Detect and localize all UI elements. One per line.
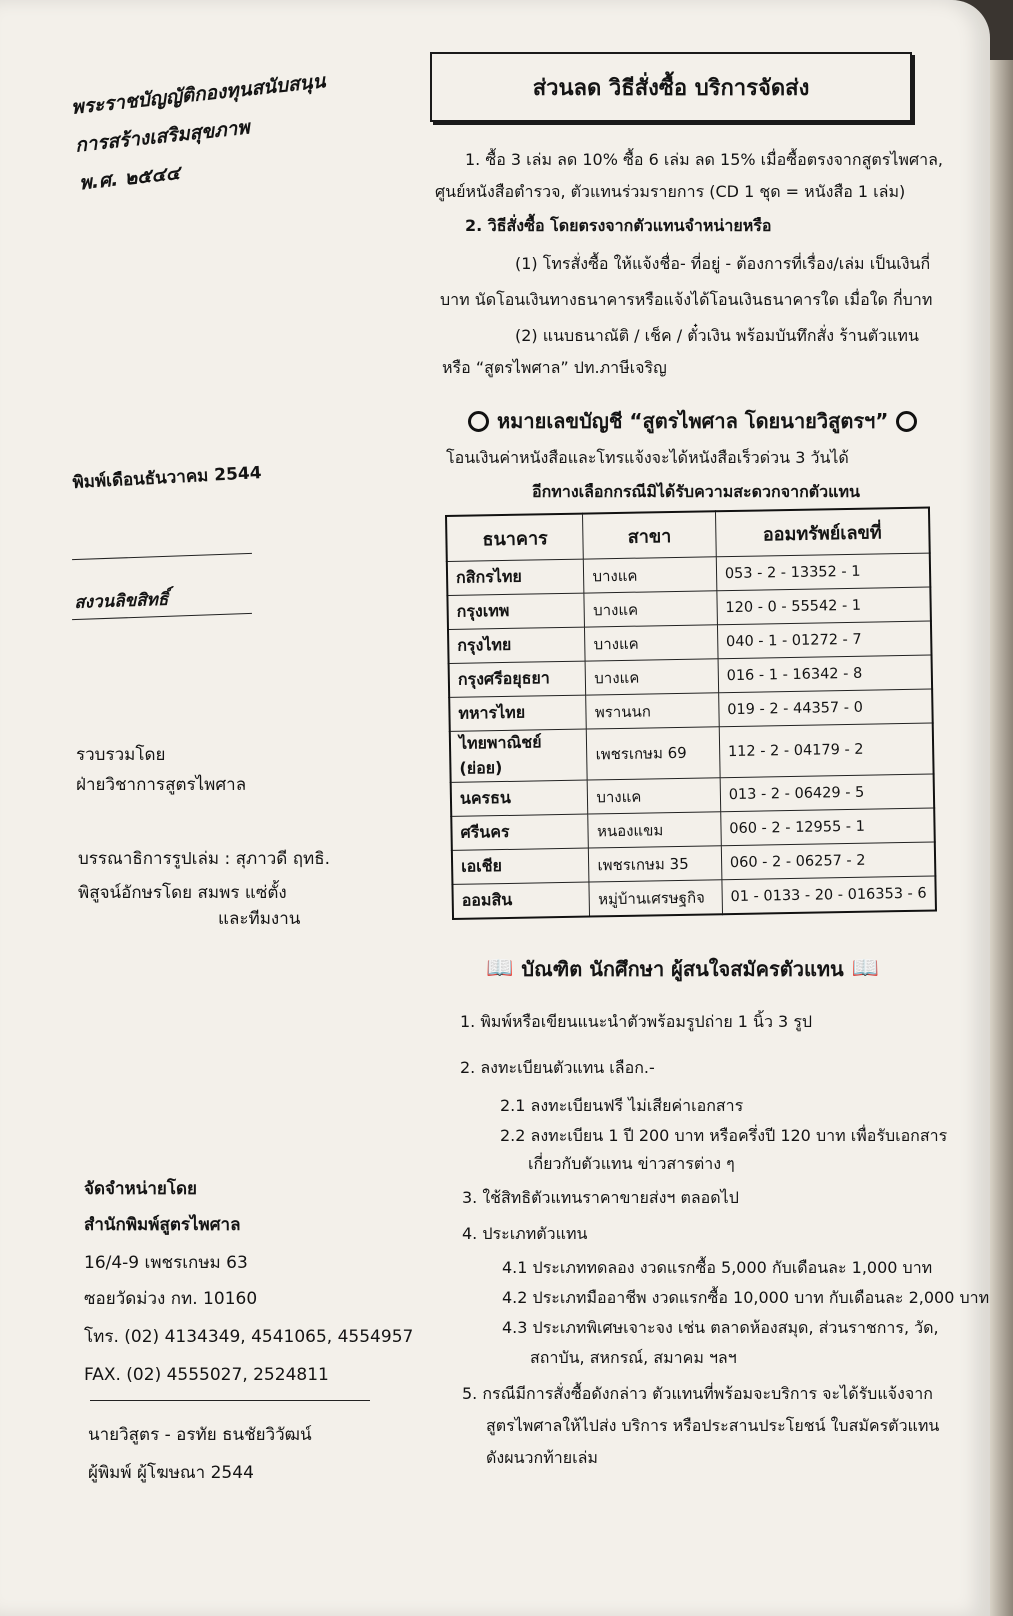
branch-name: บางแค xyxy=(586,659,719,695)
bank-name: กรุงไทย xyxy=(448,627,586,663)
column-header: สาขา xyxy=(583,511,716,559)
account-number: 019 - 2 - 44357 - 0 xyxy=(718,689,932,727)
order-line: หรือ “สูตรไพศาล” ปท.ภาษีเจริญ xyxy=(442,358,667,377)
open-book-icon: 📖 xyxy=(851,956,880,981)
agent-line: 5. กรณีมีการสั่งซื้อดังกล่าว ตัวแทนที่พร้อมจะบริการ จะได้รับแจ้งจาก xyxy=(462,1384,933,1403)
account-number: 040 - 1 - 01272 - 7 xyxy=(717,621,931,659)
bank-name: ไทยพาณิชย์ (ย่อย) xyxy=(450,729,588,782)
copyright-notice: สงวนลิขสิทธิ์ xyxy=(74,589,169,613)
branch-name: บางแค xyxy=(584,591,717,627)
bank-name: ออมสิน xyxy=(452,882,590,919)
account-number: 060 - 2 - 06257 - 2 xyxy=(721,842,935,880)
divider xyxy=(90,1400,370,1401)
account-note: อีกทางเลือกกรณีมิได้รับความสะดวกจากตัวแทน xyxy=(532,482,860,501)
branch-name: พรานนก xyxy=(586,693,719,729)
table-row xyxy=(452,876,936,919)
agent-line: 4.2 ประเภทมืออาชีพ งวดแรกซื้อ 10,000 บาท กับเดือนละ 2,000 บาท xyxy=(502,1288,990,1307)
order-line: (2) แนบธนาณัติ / เช็ค / ตั๋วเงิน พร้อมบันทึกสั่ง ร้านตัวแทน xyxy=(515,326,919,345)
account-heading-text: หมายเลขบัญชี “สูตรไพศาล โดยนายวิสูตรฯ” xyxy=(497,409,889,433)
compiled-by-label: รวบรวมโดย xyxy=(76,745,166,765)
branch-name: บางแค xyxy=(584,557,717,593)
account-number: 120 - 0 - 55542 - 1 xyxy=(717,587,931,625)
branch-name: บางแค xyxy=(588,778,721,814)
title-line: พระราชบัญญัติกองทุนสนับสนุน xyxy=(70,70,327,119)
publisher-name: นายวิสูตร - อรทัย ธนชัยวิวัฒน์ xyxy=(88,1425,312,1445)
account-heading xyxy=(460,408,925,434)
distributor-address: ซอยวัดม่วง กท. 10160 xyxy=(84,1289,258,1309)
bank-name: กสิกรไทย xyxy=(447,559,585,595)
agent-heading xyxy=(478,956,887,982)
branch-name: เพชรเกษม 69 xyxy=(587,727,720,780)
distributor-label: จัดจำหน่ายโดย xyxy=(84,1179,197,1199)
order-line: 2. วิธีสั่งซื้อ โดยตรงจากตัวแทนจำหน่ายหรือ xyxy=(465,216,772,235)
bank-name: กรุงเทพ xyxy=(447,593,585,629)
distributor-fax: FAX. (02) 4555027, 2524811 xyxy=(84,1365,329,1385)
order-line: (1) โทรสั่งซื้อ ให้แจ้งชื่อ- ที่อยู่ - ต้องการที่เรื่อง/เล่ม เป็นเงินกี่ xyxy=(515,254,931,273)
account-number: 060 - 2 - 12955 - 1 xyxy=(721,808,935,846)
account-number: 013 - 2 - 06429 - 5 xyxy=(720,774,934,812)
account-number: 01 - 0133 - 20 - 016353 - 6 xyxy=(722,876,936,914)
order-line: ศูนย์หนังสือตำรวจ, ตัวแทนร่วมรายการ (CD 1 ชุด = หนังสือ 1 เล่ม) xyxy=(435,182,906,201)
print-date: พิมพ์เดือนธันวาคม 2544 xyxy=(72,463,263,493)
circle-bullet-icon xyxy=(468,411,489,432)
branch-name: บางแค xyxy=(585,625,718,661)
bank-name: กรุงศรีอยุธยา xyxy=(449,661,587,697)
agent-line: 3. ใช้สิทธิตัวแทนราคาขายส่งฯ ตลอดไป xyxy=(462,1188,739,1207)
agent-line: สถาบัน, สหกรณ์, สมาคม ฯลฯ xyxy=(530,1348,737,1367)
agent-line: เกี่ยวกับตัวแทน ข่าวสารต่าง ๆ xyxy=(528,1154,735,1173)
bank-name: นครธน xyxy=(451,780,589,816)
title-line: การสร้างเสริมสุขภาพ xyxy=(74,116,251,157)
compiled-by-name: ฝ่ายวิชาการสูตรไพศาล xyxy=(76,775,247,795)
account-number: 053 - 2 - 13352 - 1 xyxy=(716,553,930,591)
proofreader-team: และทีมงาน xyxy=(218,909,301,929)
account-note: โอนเงินค่าหนังสือและโทรแจ้งจะได้หนังสือเร็วด่วน 3 วันได้ xyxy=(446,448,849,467)
agent-line: 2.2 ลงทะเบียน 1 ปี 200 บาท หรือครึ่งปี 120 บาท เพื่อรับเอกสาร xyxy=(500,1126,948,1145)
agent-line: 2.1 ลงทะเบียนฟรี ไม่เสียค่าเอกสาร xyxy=(500,1096,744,1115)
branch-name: หนองแขม xyxy=(588,812,721,848)
agent-heading-text: บัณฑิต นักศึกษา ผู้สนใจสมัครตัวแทน xyxy=(521,957,844,981)
bank-name: ศรีนคร xyxy=(451,814,589,850)
publisher-role: ผู้พิมพ์ ผู้โฆษณา 2544 xyxy=(88,1463,254,1483)
distributor-address: 16/4-9 เพชรเกษม 63 xyxy=(84,1253,248,1273)
table-row xyxy=(450,723,934,782)
order-line: บาท นัดโอนเงินทางธนาคารหรือแจ้งได้โอนเงินธนาคารใด เมื่อใด กี่บาท xyxy=(440,290,933,309)
agent-line: สูตรไพศาลให้ไปส่ง บริการ หรือประสานประโยชน์ ใบสมัครตัวแทน xyxy=(486,1416,940,1435)
proofreader-credit: พิสูจน์อักษรโดย สมพร แซ่ตั้ง xyxy=(78,883,287,903)
page-edge xyxy=(990,60,1013,1616)
account-number: 112 - 2 - 04179 - 2 xyxy=(719,723,934,778)
open-book-icon: 📖 xyxy=(486,956,514,981)
column-header: ออมทรัพย์เลขที่ xyxy=(715,508,929,557)
agent-line: 2. ลงทะเบียนตัวแทน เลือก.- xyxy=(460,1058,655,1077)
section-header: ส่วนลด วิธีสั่งซื้อ บริการจัดส่ง xyxy=(430,52,912,122)
agent-line: ดังผนวกท้ายเล่ม xyxy=(486,1448,598,1467)
account-number: 016 - 1 - 16342 - 8 xyxy=(718,655,932,693)
agent-line: 4. ประเภทตัวแทน xyxy=(462,1224,588,1243)
column-header: ธนาคาร xyxy=(446,514,584,562)
agent-line: 4.3 ประเภทพิเศษเจาะจง เช่น ตลาดห้องสมุด, ส่วนราชการ, วัด, xyxy=(502,1318,939,1337)
distributor-phone: โทร. (02) 4134349, 4541065, 4554957 xyxy=(84,1327,414,1347)
agent-line: 4.1 ประเภททดลอง งวดแรกซื้อ 5,000 กับเดือนละ 1,000 บาท xyxy=(502,1258,933,1277)
title-line: พ.ศ. ๒๕๔๔ xyxy=(78,161,182,195)
bank-name: เอเชีย xyxy=(452,848,590,884)
branch-name: หมู่บ้านเศรษฐกิจ xyxy=(589,880,722,917)
circle-bullet-icon xyxy=(896,411,917,432)
bank-name: ทหารไทย xyxy=(449,695,587,731)
bank-account-table xyxy=(445,507,937,920)
agent-line: 1. พิมพ์หรือเขียนแนะนำตัวพร้อมรูปถ่าย 1 นิ้ว 3 รูป xyxy=(460,1012,813,1031)
branch-name: เพชรเกษม 35 xyxy=(589,846,722,882)
order-line: 1. ซื้อ 3 เล่ม ลด 10% ซื้อ 6 เล่ม ลด 15% เมื่อซื้อตรงจากสูตรไพศาล, xyxy=(465,150,943,169)
distributor-name: สำนักพิมพ์สูตรไพศาล xyxy=(84,1215,241,1235)
editor-credit: บรรณาธิการรูปเล่ม : สุภาวดี ฤทธิ. xyxy=(78,849,331,869)
